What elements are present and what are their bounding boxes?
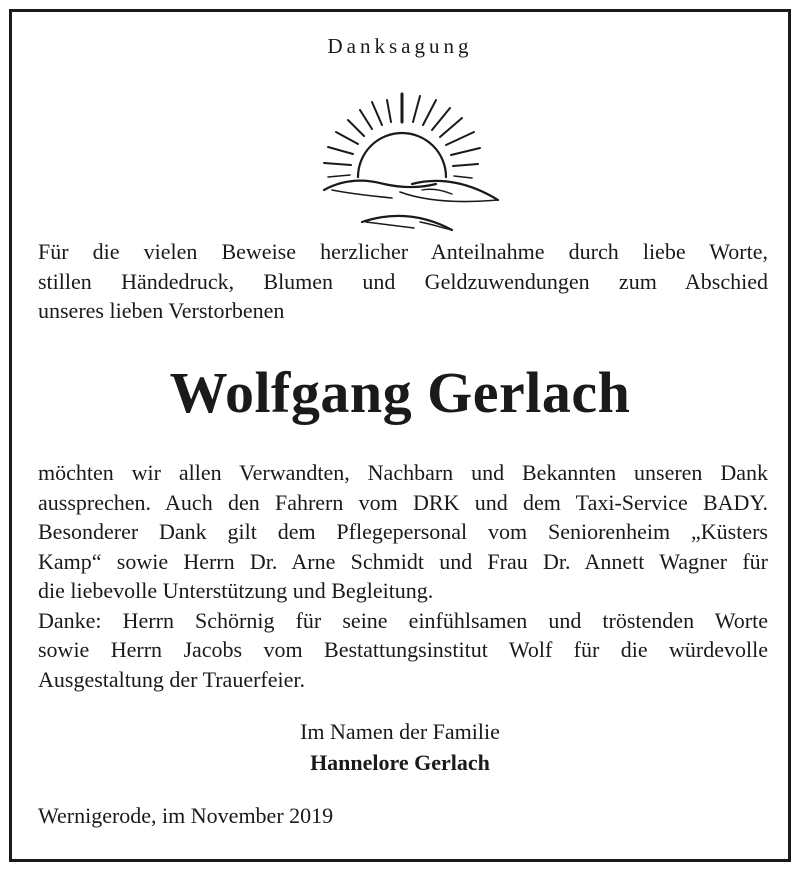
thanks-paragraph	[38, 458, 768, 694]
deceased-name: Wolfgang Gerlach	[169, 360, 631, 425]
body-line: aussprechen. Auch den Fahrern vom DRK und dem Taxi-Service BADY.	[38, 489, 768, 515]
body-line: Besonderer Dank gilt dem Pflegepersonal vom Seniorenheim „Küsters	[38, 519, 768, 544]
intro-line: unseres lieben Verstorbenen	[38, 298, 285, 323]
intro-line: stillen Händedruck, Blumen und Geldzuwendungen zum Abschied	[38, 268, 768, 294]
body-line: Danke: Herrn Schörnig für seine einfühlsamen und tröstenden Worte	[38, 607, 768, 633]
signature-label: Im Namen der Familie	[300, 719, 500, 744]
body-line: möchten wir allen Verwandten, Nachbarn und Bekannten unseren Dank	[38, 460, 768, 485]
body-line: Kamp“ sowie Herrn Dr. Arne Schmidt und Frau Dr. Annett Wagner für	[38, 548, 768, 574]
signature-block	[12, 716, 788, 778]
intro-paragraph	[38, 237, 768, 326]
notice-heading: Danksagung	[327, 34, 473, 58]
obituary-notice	[9, 9, 791, 862]
signature-name: Hannelore Gerlach	[310, 750, 490, 775]
body-line: die liebevolle Unterstützung und Begleitung.	[38, 578, 434, 603]
intro-line: Für die vielen Beweise herzlicher Anteilnahme durch liebe Worte,	[38, 239, 768, 264]
body-line: sowie Herrn Jacobs vom Bestattungsinstitut Wolf für die würdevolle	[38, 637, 768, 662]
place-date: Wernigerode, im November 2019	[38, 803, 334, 828]
sunrise-over-hills-icon	[302, 72, 502, 237]
body-line: Ausgestaltung der Trauerfeier.	[38, 666, 305, 692]
